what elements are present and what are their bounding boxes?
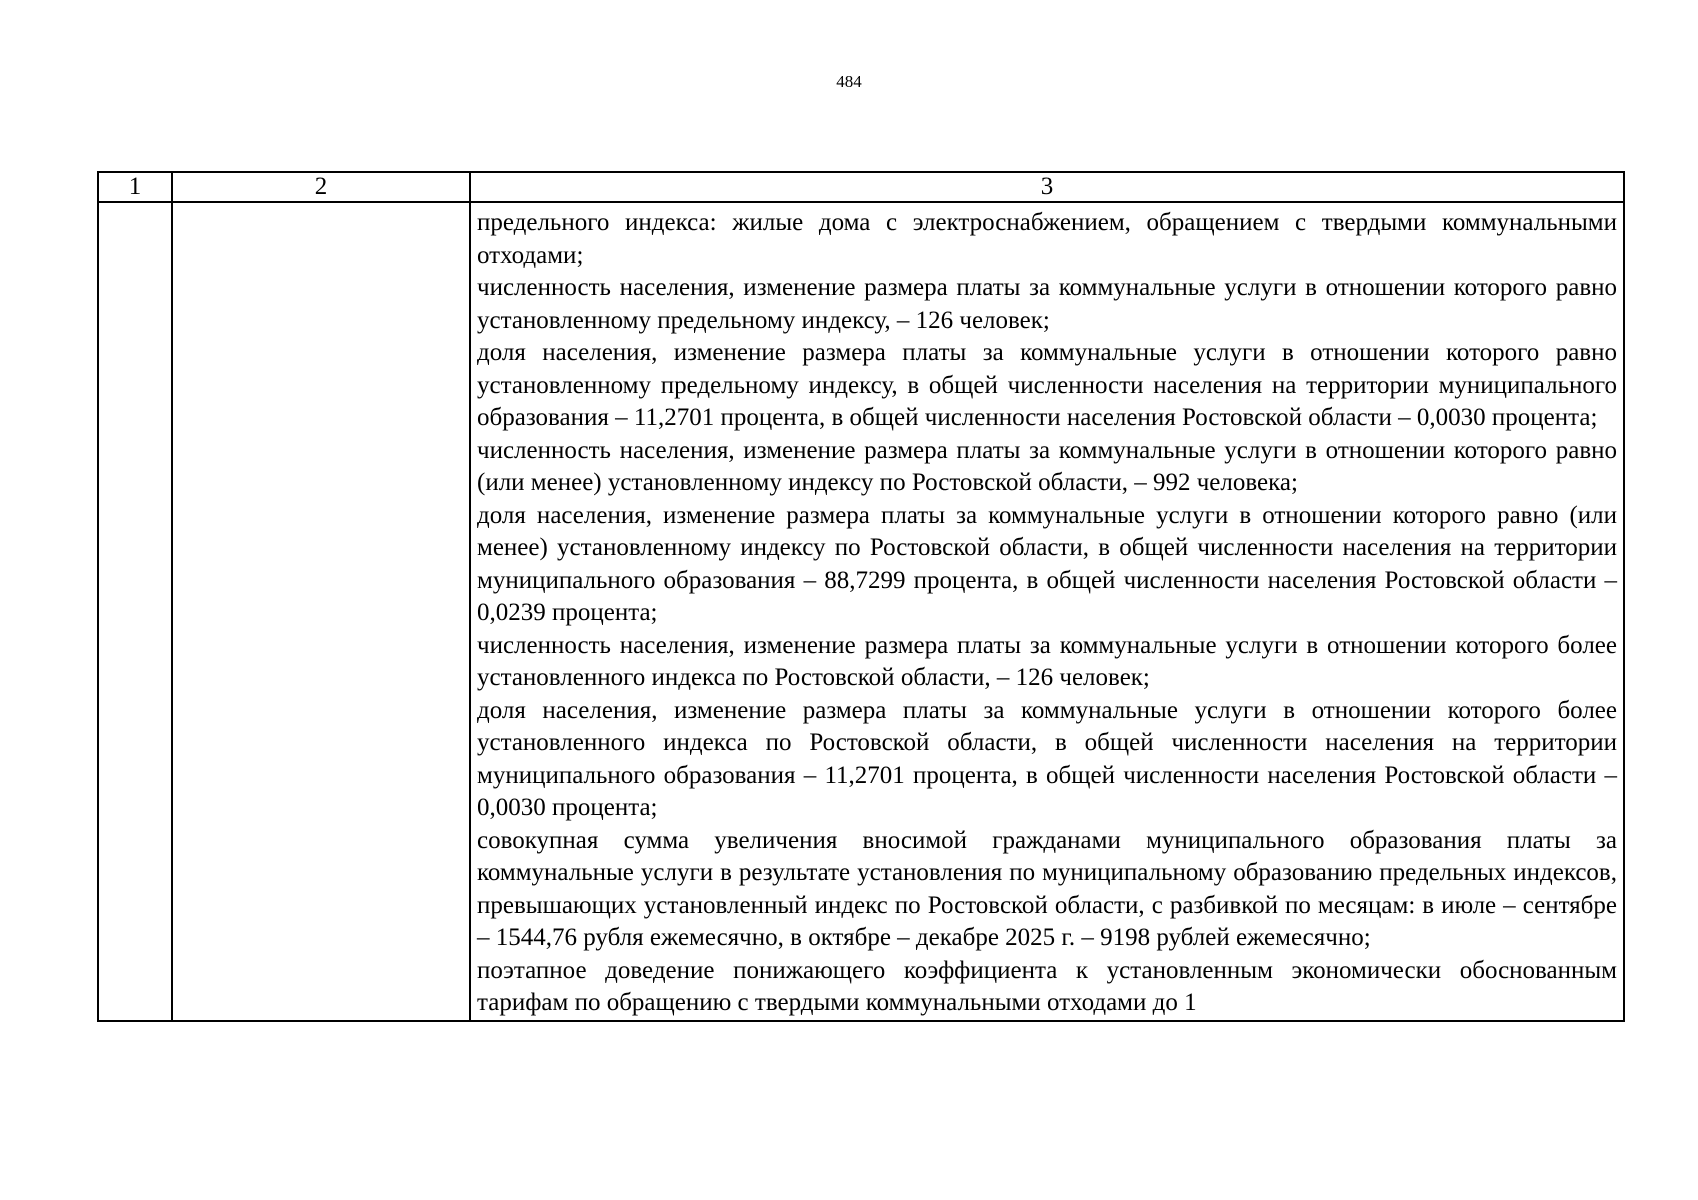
column-header-2: 2 [172,172,470,202]
document-table [97,171,1625,1022]
column-header-1: 1 [98,172,172,202]
paragraph-population-equal-or-less-regional: численность населения, изменение размера платы за коммунальные услуги в отношении которого равно (или менее) установленному индексу по Ростовской области, – 992 человека; [477,436,1617,496]
table-header-row [98,172,1624,202]
paragraph-share-above-regional: доля населения, изменение размера платы за коммунальные услуги в отношении которого более установленного индекса по Ростовской области, в общей численности населения на территории муниципального образования – 11,2701 процента, в общей численности населения Ростовской области – 0,0030 процента; [477,696,1617,821]
cell-column-1 [98,202,172,1021]
cell-column-2 [172,202,470,1021]
paragraph-share-equal-or-less-regional: доля населения, изменение размера платы за коммунальные услуги в отношении которого равно (или менее) установленному индексу по Ростовской области, в общей численности населения на территории муниципального образования – 88,7299 процента, в общей численности населения Ростовской области – 0,0239 процента; [477,501,1617,626]
cell-column-3 [470,202,1624,1021]
paragraph-population-above-regional: численность населения, изменение размера платы за коммунальные услуги в отношении которого более установленного индекса по Ростовской области, – 126 человек; [477,631,1617,691]
page-number: 484 [836,72,862,91]
paragraph-share-equal-limit: доля населения, изменение размера платы за коммунальные услуги в отношении которого равно установленному предельному индексу, в общей численности населения на территории муниципального образования – 11,2701 процента, в общей численности населения Ростовской области – 0,0030 процента; [477,339,1617,431]
paragraph-population-equal-limit: численность населения, изменение размера платы за коммунальные услуги в отношении которого равно установленному предельному индексу, – 126 человек; [477,274,1617,334]
paragraph-coefficient-adjustment: поэтапное доведение понижающего коэффициента к установленным экономически обоснованным тарифам по обращению с твердыми коммунальными отходами до 1 [477,956,1617,1016]
paragraph-total-payment-increase: совокупная сумма увеличения вносимой гражданами муниципального образования платы за коммунальные услуги в результате установления по муниципальному образованию предельных индексов, превышающих установленный индекс по Ростовской области, с разбивкой по месяцам: в июле – сентябре – 1544,76 рубля ежемесячно, в октябре – декабре 2025 г. – 9198 рублей ежемесячно; [477,826,1617,951]
paragraph-index-types: предельного индекса: жилые дома с электроснабжением, обращением с твердыми коммунальными отходами; [477,209,1617,269]
table-row [98,202,1624,1021]
column-header-3: 3 [470,172,1624,202]
